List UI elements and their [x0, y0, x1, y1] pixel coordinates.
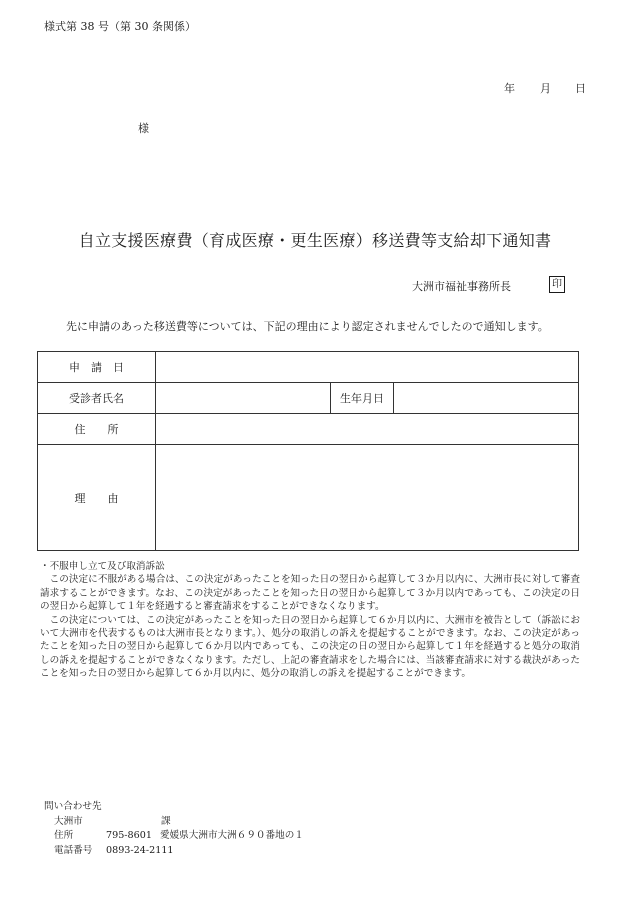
table-row-patient [38, 383, 579, 414]
contact-department [44, 815, 304, 830]
issuer-name: 大洲市福祉事務所長 [412, 280, 511, 293]
document-title: 自立支援医療費（育成医療・更生医療）移送費等支給却下通知書 [78, 231, 552, 250]
contact-address-row [44, 829, 304, 844]
application-date-label: 申 請 日 [38, 352, 156, 383]
table-row-reason [38, 445, 579, 551]
reason-field[interactable] [156, 445, 579, 551]
notice-paragraph-2: この決定については、この決定があったことを知った日の翌日から起算して６か月以内に、大洲市を被告として（訴訟において大洲市を代表するものは大洲市長となります。）、処分の取消しの訴えを提起することができます。なお、この決定があったことを知った日の翌日から起算して６か月以内であっても、この決定の日の翌日から起算して１年を経過すると処分の取消しの訴えを提起することができなくなります。ただし、上記の審査請求をした場合には、当該審査請求に対する裁決があったことを知った日の翌日から起算して６か月以内に、処分の取消しの訴えを提起することができます。 [40, 614, 580, 680]
contact-postal-code: 795-8601 [106, 830, 152, 841]
form-number: 様式第 38 号（第 30 条関係） [44, 20, 196, 33]
contact-city: 大洲市 [54, 815, 83, 827]
birth-date-label: 生年月日 [331, 383, 394, 414]
intro-text: 先に申請のあった移送費等については、下記の理由により認定されませんでしたので通知します。 [66, 320, 549, 333]
contact-address-label: 住所 [54, 830, 74, 841]
notice-heading: ・不服申し立て及び取消訴訟 [40, 561, 165, 572]
reason-label: 理 由 [38, 445, 156, 551]
contact-department-suffix: 課 [161, 815, 171, 827]
addressee-suffix: 様 [138, 122, 149, 135]
application-date-field[interactable] [156, 352, 579, 383]
appeal-notice [40, 560, 580, 681]
contact-address: 愛媛県大洲市大洲６９０番地の１ [160, 830, 304, 841]
notice-paragraph-1: この決定に不服がある場合は、この決定があったことを知った日の翌日から起算して３か月以内に、大洲市長に対して審査請求することができます。なお、この決定があったことを知った日の翌日から起算して３か月以内であっても、この決定の日の翌日から起算して１年を経過すると審査請求をすることができなくなります。 [40, 574, 580, 613]
address-label: 住 所 [38, 414, 156, 445]
info-table [37, 351, 579, 551]
table-row-address [38, 414, 579, 445]
patient-name-label: 受診者氏名 [38, 383, 156, 414]
date-month-label: 月 [540, 82, 551, 95]
seal-stamp: 印 [549, 276, 565, 293]
date-day-label: 日 [575, 82, 586, 95]
table-row-application-date [38, 352, 579, 383]
contact-phone-row [44, 844, 304, 859]
contact-phone: 0893-24-2111 [106, 844, 174, 856]
contact-phone-label: 電話番号 [54, 844, 93, 856]
patient-name-field[interactable] [156, 383, 331, 414]
birth-date-field[interactable] [394, 383, 579, 414]
date-year-label: 年 [504, 82, 515, 95]
contact-heading: 問い合わせ先 [44, 801, 102, 812]
contact-info [44, 800, 304, 858]
address-field[interactable] [156, 414, 579, 445]
